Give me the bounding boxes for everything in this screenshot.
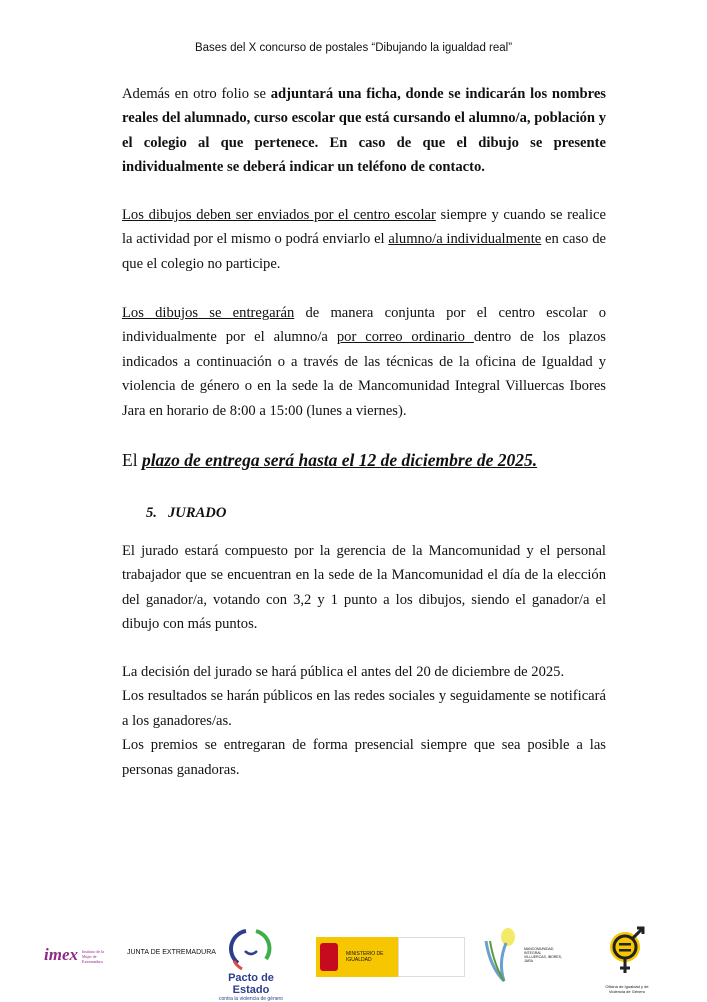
- text: Además en otro folio se: [122, 86, 271, 102]
- oficina-text: Oficina de Igualdad y de Violencia de Género: [605, 984, 649, 994]
- paragraph-jurado: El jurado estará compuesto por la gerencia de la Mancomunidad y el personal trabajador que se encuentran en la sede de la Mancomunidad el día de la elección del ganador/a, votando con 3,2 y 1 punto a los dibujos, siendo el ganador/a el dibujo con más puntos.: [122, 543, 606, 633]
- imex-wordmark: imex: [44, 945, 78, 964]
- footer-logos: [0, 925, 707, 1000]
- paragraph-premios: Los premios se entregaran de forma presencial siempre que sea posible a las personas ganadoras.: [122, 737, 606, 778]
- text: siempre y cuando se realice la actividad por el mismo o podrá enviarlo el: [122, 207, 606, 248]
- section-heading: [146, 505, 226, 522]
- underlined-text: Los dibujos se entregarán: [122, 305, 295, 321]
- pacto-subtitle: contra la violencia de género: [219, 996, 283, 1002]
- underlined-text: por correo ordinario: [336, 329, 474, 346]
- pacto-circle-icon: [226, 925, 276, 971]
- text: en caso de que el colegio no participe.: [122, 231, 606, 272]
- oficina-igualdad-logo: [600, 925, 654, 994]
- text: de manera conjunta por el centro escolar o individualmente por el alumno/a: [122, 305, 606, 346]
- imex-logo: [44, 945, 112, 965]
- paragraph-entrega: [122, 301, 606, 423]
- underlined-text: Los dibujos deben ser enviados por el centro escolar: [122, 207, 436, 223]
- underlined-text: alumno/a individualmente: [388, 231, 542, 248]
- mancomunidad-logo: [484, 927, 564, 983]
- pacto-estado-logo: [212, 925, 290, 1002]
- coat-of-arms-icon: [320, 943, 338, 971]
- paragraph-resultados: Los resultados se harán públicos en las redes sociales y seguidamente se notificará a los ganadores/as.: [122, 688, 606, 729]
- section-number: 5.: [146, 505, 157, 521]
- text: El: [122, 450, 142, 470]
- ministerio-igualdad-logo: [316, 937, 465, 977]
- mancomunidad-icon: [484, 927, 520, 983]
- bold-text: adjuntará una ficha, donde se indicarán los nombres reales del alumnado, curso escolar que está cursando el alumno/a, población y el colegio al que pertenece. En caso de que el dibujo se presente individualmente se deberá indicar un teléfono de contacto.: [122, 86, 606, 176]
- page-header: Bases del X concurso de postales “Dibujando la igualdad real”: [194, 42, 513, 54]
- imex-subtitle: Instituto de la Mujer de Extremadura: [82, 948, 104, 964]
- ministerio-text: MINISTERIO DE IGUALDAD: [346, 951, 384, 963]
- mancomunidad-text: MANCOMUNIDAD INTEGRAL VILLUERCAS, IBORES, JARA: [524, 947, 562, 963]
- paragraph-decision: La decisión del jurado se hará pública el antes del 20 de diciembre de 2025.: [122, 664, 565, 680]
- text: dentro de los plazos indicados a continuación o a través de las técnicas de la oficina de Igualdad y violencia de género o en la sede la de Mancomunidad Integral Villuercas Ibores Jara en horario de 8:00 a 15:00 (lunes a viernes).: [122, 329, 606, 419]
- junta-logo: JUNTA DE EXTREMADURA: [127, 949, 216, 956]
- section-title: JURADO: [168, 505, 227, 521]
- paragraph-envio: [122, 203, 606, 276]
- gender-equality-icon: [607, 925, 647, 979]
- paragraph-ficha: [122, 82, 606, 180]
- pacto-title: Pacto de Estado: [228, 972, 274, 996]
- deadline-text: plazo de entrega será hasta el 12 de diciembre de 2025.: [141, 450, 538, 470]
- deadline-statement: [122, 450, 537, 471]
